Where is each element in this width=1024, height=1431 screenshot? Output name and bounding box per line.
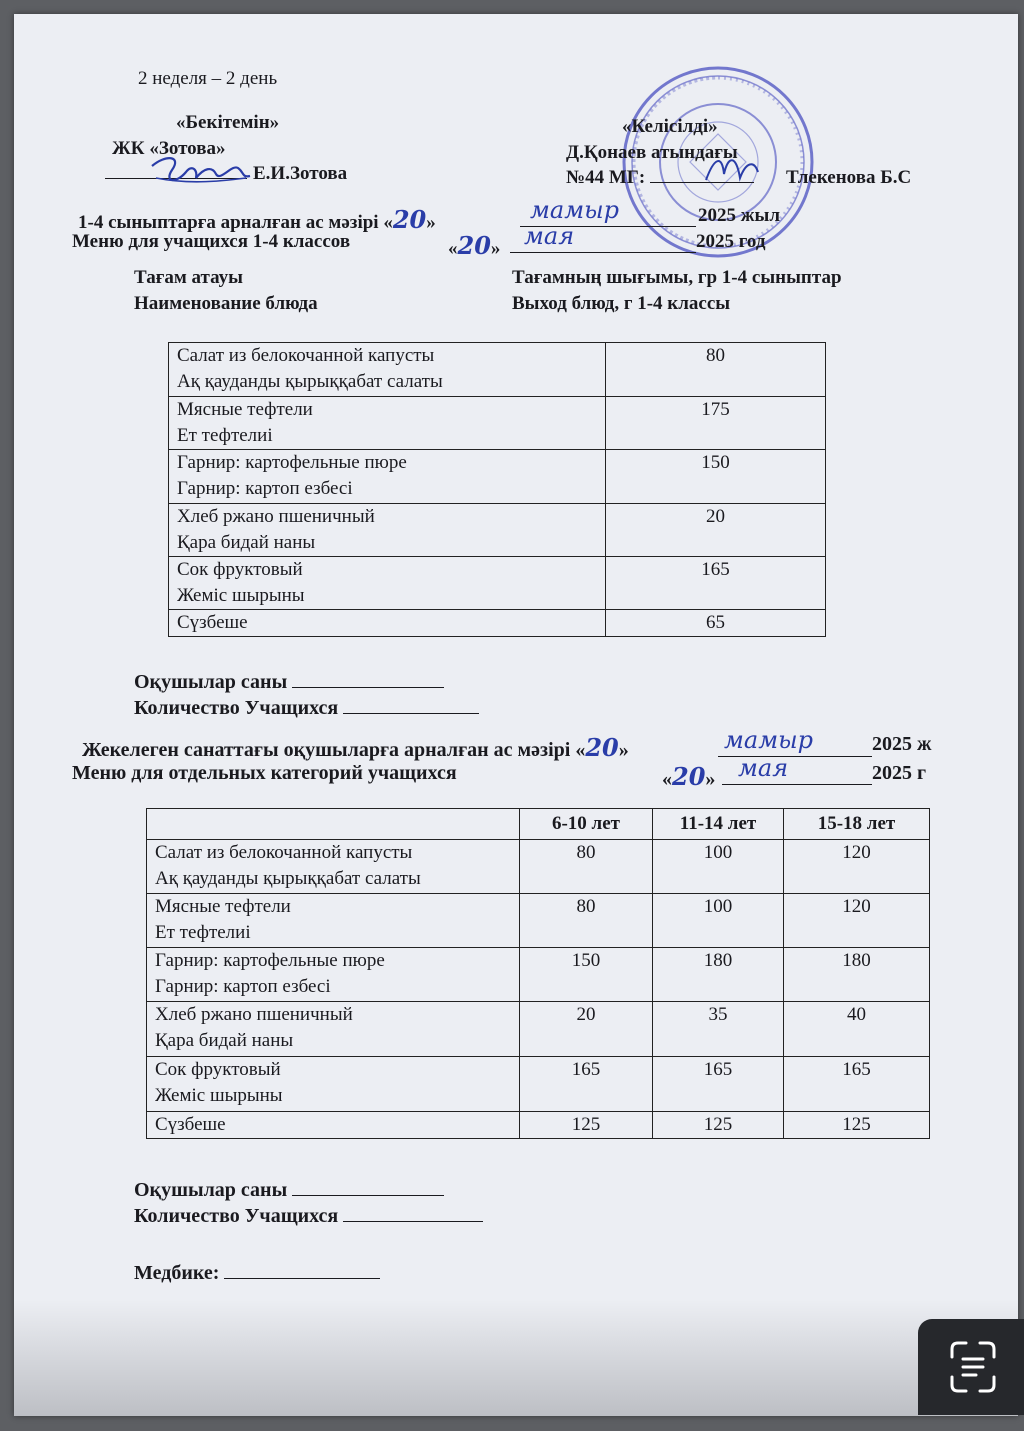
dish-name-ru: Сүзбеше — [177, 612, 248, 633]
agree-name: Тлекенова Б.С — [786, 167, 912, 188]
signature-agree — [700, 150, 764, 186]
dish-value: 20 — [520, 1002, 653, 1057]
menu2-title-ru: Меню для отдельных категорий учащихся — [72, 762, 457, 784]
dish-value: 35 — [653, 1002, 784, 1057]
table-row — [147, 1002, 930, 1057]
dish-name-kz: Қара бидай наны — [177, 532, 316, 553]
week-day-label: 2 неделя – 2 день — [138, 68, 278, 89]
dish-value: 165 — [653, 1057, 784, 1112]
col-out-kz: Тағамның шығымы, гр 1-4 сыныптар — [512, 267, 842, 288]
table-row — [169, 557, 826, 610]
dish-value: 120 — [784, 894, 930, 948]
table-row — [169, 504, 826, 557]
agree-school: №44 МГ: — [566, 167, 754, 189]
dish-name-kz: Қара бидай наны — [155, 1030, 294, 1051]
table-row — [169, 450, 826, 504]
menu1-title-ru: Меню для учащихся 1-4 классов — [72, 231, 351, 252]
scan-text-button[interactable] — [918, 1319, 1024, 1415]
dish-value: 40 — [784, 1002, 930, 1057]
dish-name-ru: Гарнир: картофельные пюре — [155, 950, 385, 971]
dish-name-kz: Ақ қауданды қырыққабат салаты — [177, 371, 443, 392]
dish-value: 65 — [606, 610, 826, 637]
menu1-date-ru: «20» — [448, 231, 501, 260]
nurse-signature: Медбике: — [134, 1262, 380, 1285]
dish-name-kz: Жеміс шырыны — [177, 585, 305, 606]
menu2-month-ru: мая — [722, 756, 872, 785]
dish-name-ru: Салат из белокочанной капусты — [155, 842, 413, 863]
approve-org: ЖК «Зотова» — [112, 138, 226, 159]
col-name-ru: Наименование блюда — [134, 293, 318, 314]
menu1-count-kz: Оқушылар саны — [134, 671, 444, 694]
dish-name-kz: Ет тефтелиі — [177, 425, 273, 446]
menu2-year-ru: 2025 г — [872, 762, 927, 784]
menu2-date-ru: «20» — [662, 762, 716, 791]
dish-value: 165 — [606, 557, 826, 610]
dish-value: 20 — [606, 504, 826, 557]
table-row — [147, 948, 930, 1002]
table-row — [169, 343, 826, 397]
dish-name-kz: Гарнир: картоп езбесі — [177, 478, 353, 499]
menu2-count-kz: Оқушылар саны — [134, 1179, 444, 1202]
col-name-kz: Тағам атауы — [134, 267, 243, 288]
dish-value: 175 — [606, 397, 826, 450]
dish-name-ru: Хлеб ржано пшеничный — [155, 1004, 353, 1025]
menu1-count-ru: Количество Учащихся — [134, 697, 479, 720]
table-row — [147, 1112, 930, 1139]
agree-org: Д.Қонаев атындағы — [566, 142, 738, 163]
dish-name-ru: Мясные тефтели — [155, 896, 291, 917]
dish-value: 80 — [520, 840, 653, 894]
dish-value: 125 — [784, 1112, 930, 1139]
menu1-year-ru: 2025 год — [696, 231, 766, 252]
dish-value: 165 — [520, 1057, 653, 1112]
menu2-title-kz: Жекелеген санаттағы оқушыларға арналған ас мәзірі «20» — [82, 733, 629, 762]
menu1-year-kz: 2025 жыл — [698, 205, 781, 226]
menu2-year-kz: 2025 ж — [872, 733, 932, 755]
dish-value: 150 — [606, 450, 826, 504]
approve-title: «Бекітемін» — [176, 112, 280, 133]
dish-value: 180 — [784, 948, 930, 1002]
dish-name-kz: Гарнир: картоп езбесі — [155, 976, 331, 997]
table-row — [147, 894, 930, 948]
age-header: 6-10 лет — [520, 809, 653, 840]
dish-name-ru: Гарнир: картофельные пюре — [177, 452, 407, 473]
dish-name-ru: Сүзбеше — [155, 1114, 226, 1135]
agree-title: «Келісілді» — [622, 116, 718, 137]
menu1-title-kz: 1-4 сыныптарға арналған ас мәзірі «20» — [78, 205, 436, 234]
age-header: 11-14 лет — [653, 809, 784, 840]
dish-name-kz: Ет тефтелиі — [155, 922, 251, 943]
dish-name-kz: Жеміс шырыны — [155, 1085, 283, 1106]
dish-name-ru: Сок фруктовый — [177, 559, 303, 580]
menu1-table — [168, 342, 826, 637]
paper-shadow — [14, 1300, 1018, 1416]
menu2-month-kz: мамыр — [718, 728, 872, 757]
table-row — [147, 1057, 930, 1112]
dish-value: 100 — [653, 840, 784, 894]
menu2-count-ru: Количество Учащихся — [134, 1205, 483, 1228]
table-row — [169, 397, 826, 450]
signature-zotova — [146, 148, 256, 190]
dish-value: 150 — [520, 948, 653, 1002]
col-out-ru: Выход блюд, г 1-4 классы — [512, 293, 731, 314]
dish-value: 100 — [653, 894, 784, 948]
approve-name: Е.И.Зотова — [253, 163, 348, 184]
dish-value: 165 — [784, 1057, 930, 1112]
table-row — [169, 610, 826, 637]
age-header: 15-18 лет — [784, 809, 930, 840]
table-row — [147, 840, 930, 894]
scan-text-icon — [918, 1319, 1024, 1415]
dish-name-ru: Хлеб ржано пшеничный — [177, 506, 375, 527]
dish-name-ru: Салат из белокочанной капусты — [177, 345, 435, 366]
dish-value: 120 — [784, 840, 930, 894]
menu2-table — [146, 808, 930, 1139]
table-header-row — [147, 809, 930, 840]
dish-value: 180 — [653, 948, 784, 1002]
dish-name-kz: Ақ қауданды қырыққабат салаты — [155, 868, 421, 889]
dish-value: 80 — [606, 343, 826, 397]
menu1-month-ru: мая — [510, 224, 696, 253]
dish-value: 125 — [520, 1112, 653, 1139]
dish-value: 80 — [520, 894, 653, 948]
menu1-month-kz: мамыр — [520, 198, 696, 227]
dish-value: 125 — [653, 1112, 784, 1139]
dish-name-ru: Сок фруктовый — [155, 1059, 281, 1080]
dish-name-ru: Мясные тефтели — [177, 399, 313, 420]
